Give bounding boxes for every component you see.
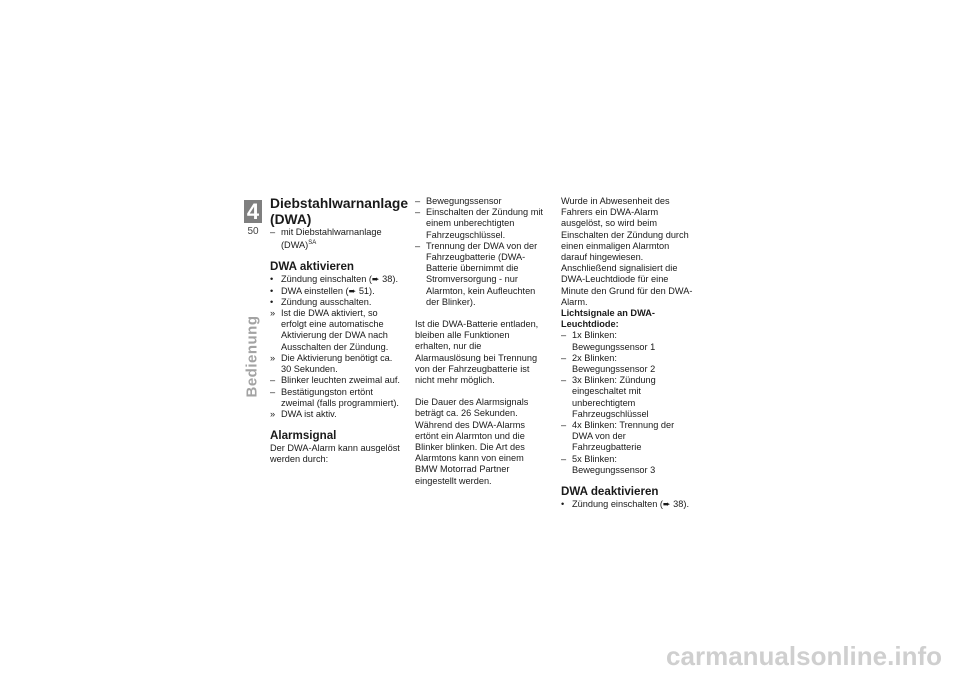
page-title: Diebstahlwarnanlage (DWA) — [270, 196, 409, 227]
list-item-text: Bewegungssensor — [426, 196, 502, 206]
list-item-text: 1x Blinken: Bewegungssensor 1 — [572, 330, 656, 352]
list-marker: – — [270, 386, 276, 397]
heading-dwa-activate: DWA aktivieren — [270, 260, 354, 274]
list-item — [415, 207, 547, 241]
heading-dwa-deactivate: DWA deaktivieren — [561, 485, 659, 499]
led-list — [561, 330, 693, 476]
list-marker: » — [270, 308, 276, 319]
list-marker: • — [270, 274, 274, 285]
list-item-text: Ist die DWA aktiviert, so erfolgt eine automatische Aktivierung der DWA nach Ausschalten der Zündung. — [281, 308, 389, 352]
list-item-text: DWA ist aktiv. — [281, 408, 337, 419]
list-marker: – — [415, 240, 421, 251]
column-3 — [561, 196, 693, 510]
column-2 — [415, 196, 547, 487]
list-item-text: 3x Blinken: Zündung eingeschaltet mit unberechtigtem Fahrzeugschlüssel — [572, 375, 656, 419]
list-item-text: Blinker leuchten zweimal auf. — [281, 375, 400, 386]
variant-note — [270, 227, 402, 251]
list-item — [561, 454, 693, 476]
list-item-text: 2x Blinken: Bewegungssensor 2 — [572, 352, 656, 375]
variant-text: mit Diebstahlwarnanlage (DWA) — [281, 227, 382, 251]
list-item — [270, 375, 402, 386]
list-item-text: Zündung einschalten (➨ 38). — [281, 274, 398, 285]
list-item-text: Einschalten der Zündung mit einem unberechtigten Fahrzeugschlüssel. — [426, 207, 543, 240]
list-marker: – — [415, 196, 421, 206]
list-item — [415, 241, 547, 308]
duration-paragraph: Die Dauer des Alarmsignals beträgt ca. 26 Sekunden. Während des DWA-Alarms ertönt ein Alarmton und die Blinker blinken. Die Art des Alarmtons kann von einem BMW Motorrad Partner eingestellt werden. — [415, 397, 529, 486]
list-item-text: Zündung einschalten (➨ 38). — [572, 499, 689, 510]
list-item — [270, 274, 402, 285]
list-item — [561, 420, 693, 454]
activate-list — [270, 274, 402, 420]
heading-alarm-signal: Alarmsignal — [270, 429, 337, 443]
list-marker: » — [270, 408, 276, 419]
list-marker: – — [270, 375, 276, 386]
list-item — [270, 286, 402, 297]
list-marker: – — [415, 207, 421, 218]
alarm-intro-text: Der DWA-Alarm kann ausgelöst werden durch: — [270, 443, 400, 465]
list-item — [270, 353, 402, 375]
list-marker: • — [270, 296, 274, 307]
section-label: Bedienung — [243, 315, 261, 397]
list-item-text: Die Aktivierung benötigt ca. 30 Sekunden. — [281, 352, 393, 375]
watermark: carmanualsonline.info — [666, 641, 942, 671]
list-item — [270, 409, 402, 420]
list-marker: – — [561, 453, 567, 464]
page-number: 50 — [247, 226, 259, 237]
list-item — [561, 375, 693, 420]
list-marker: – — [561, 330, 567, 341]
list-item — [270, 387, 402, 409]
list-item-text: Trennung der DWA von der Fahrzeugbatterie (DWA-Batterie übernimmt die Stromversorgung - nur Alarmton, kein Aufleuchten der Blinker). — [426, 240, 538, 307]
list-marker: – — [561, 352, 567, 363]
list-item — [415, 196, 547, 207]
list-item-text: Zündung ausschalten. — [281, 296, 372, 307]
list-item-text: 4x Blinken: Trennung der DWA von der Fahrzeugbatterie — [572, 420, 675, 453]
section-label-vertical — [237, 315, 267, 397]
list-marker: • — [561, 499, 565, 510]
list-item — [270, 297, 402, 308]
list-item — [561, 353, 693, 375]
variant-sup: SA — [308, 240, 317, 247]
list-item-text: 5x Blinken: Bewegungssensor 3 — [572, 453, 656, 475]
list-marker: • — [270, 285, 274, 296]
absence-paragraph: Wurde in Abwesenheit des Fahrers ein DWA-Alarm ausgelöst, so wird beim Einschalten der Zündung durch einen einmaligen Alarmton darauf hingewiesen. Anschließend signalisiert die DWA-Leuchtdiode für eine Minute den Grund für den DWA-Alarm. — [561, 196, 693, 307]
dash-marker: – — [270, 227, 276, 237]
list-item — [270, 308, 402, 353]
list-item — [561, 499, 693, 510]
list-marker: » — [270, 352, 276, 363]
chapter-tab: 4 — [244, 200, 262, 223]
list-item-text: DWA einstellen (➨ 51). — [281, 285, 375, 296]
list-item-text: Bestätigungston ertönt zweimal (falls programmiert). — [281, 386, 399, 408]
heading-led-signals: Lichtsignale an DWA-Leuchtdiode: — [561, 308, 655, 330]
column-1 — [270, 196, 409, 466]
battery-paragraph: Ist die DWA-Batterie entladen, bleiben alle Funktionen erhalten, nur die Alarmauslösung bei Trennung von der Fahrzeugbatterie ist nicht mehr möglich. — [415, 319, 539, 386]
list-item — [561, 330, 693, 352]
list-marker: – — [561, 420, 567, 431]
list-marker: – — [561, 375, 567, 386]
